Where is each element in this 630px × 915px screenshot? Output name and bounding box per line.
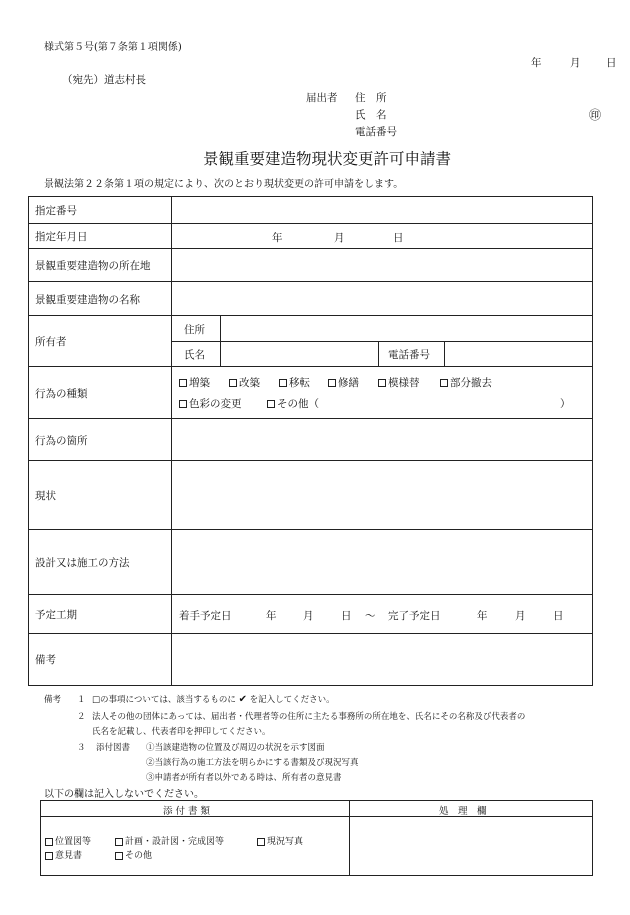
form-number: 様式第５号(第７条第１項関係) — [44, 42, 182, 53]
field-designation-date[interactable] — [172, 224, 592, 249]
start-month-label: 月 — [303, 610, 314, 622]
attach-plans[interactable] — [115, 834, 224, 847]
other-detail-field[interactable] — [332, 394, 557, 410]
checkbox-shikisai[interactable] — [179, 400, 187, 408]
start-date-label: 着手予定日 — [179, 610, 232, 622]
check-mark-icon: ✔ — [238, 694, 247, 705]
checkbox-opinion[interactable] — [45, 852, 53, 860]
field-building-name[interactable] — [172, 282, 592, 316]
option-zouchiku[interactable] — [179, 375, 210, 390]
row-location — [29, 248, 592, 282]
row-action-type — [29, 366, 592, 419]
owner-block — [172, 316, 592, 367]
date-year-label: 年 — [531, 57, 542, 69]
checkbox-sonota[interactable] — [267, 400, 275, 408]
label-design-method: 設計又は施工の方法 — [29, 530, 172, 595]
date-range-tilde: ～ — [365, 610, 376, 622]
attach-plans-label: 計画・設計図・完成図等 — [125, 837, 225, 847]
note-2-line-2: 氏名を記載し、代表者印を押印してください。 — [92, 727, 271, 737]
owner-phone-label: 電話番号 — [388, 349, 430, 361]
attach-other[interactable] — [115, 848, 152, 861]
option-iten-label: 移転 — [289, 377, 310, 389]
label-action-place: 行為の箇所 — [29, 419, 172, 461]
checkbox-shuzen[interactable] — [328, 379, 336, 387]
note-3-item-2: ②当該行為の施工方法を明らかにする書類及び現況写真 — [146, 758, 359, 768]
checkbox-bubuntekkyo[interactable] — [440, 379, 448, 387]
processing-field — [350, 817, 592, 875]
owner-phone-field[interactable] — [445, 342, 592, 367]
office-use-notice: 以下の欄は記入しないでください。 — [44, 789, 204, 800]
label-action-type: 行為の種類 — [29, 367, 172, 419]
label-building-name: 景観重要建造物の名称 — [29, 282, 172, 316]
note-1 — [92, 693, 335, 705]
note-3-number: ３ — [77, 743, 86, 753]
applicant-address-label: 住 所 — [355, 92, 387, 104]
applicant-label: 届出者 — [306, 92, 338, 104]
owner-name-label: 氏名 — [184, 349, 205, 361]
option-sonota-label: その他（ — [277, 398, 319, 410]
seal-mark: ㊞ — [589, 108, 602, 122]
label-current-state: 現状 — [29, 461, 172, 530]
checkbox-location-map[interactable] — [45, 838, 53, 846]
option-moyougae-label: 模様替 — [388, 377, 420, 389]
option-bubuntekkyo[interactable] — [440, 375, 492, 390]
designation-month-label: 月 — [334, 232, 345, 244]
note-3-item-1: ①当該建造物の位置及び周辺の状況を示す図面 — [146, 743, 325, 753]
option-zouchiku-label: 増築 — [189, 377, 210, 389]
attach-location-map-label: 位置図等 — [55, 837, 92, 847]
date-day-label: 日 — [606, 57, 617, 69]
checkbox-iten[interactable] — [279, 379, 287, 387]
owner-address-field[interactable] — [221, 316, 592, 341]
note-3-heading: 添付図書 — [96, 743, 131, 753]
attach-opinion[interactable] — [45, 848, 82, 861]
application-table — [28, 196, 593, 686]
end-day-label: 日 — [553, 610, 564, 622]
intro-text: 景観法第２２条第１項の規定により、次のとおり現状変更の許可申請をします。 — [44, 179, 404, 190]
label-remarks: 備考 — [29, 634, 172, 685]
start-day-label: 日 — [341, 610, 352, 622]
checkbox-zouchiku[interactable] — [179, 379, 187, 387]
attach-other-label: その他 — [125, 851, 153, 861]
end-date-label: 完了予定日 — [388, 610, 441, 622]
owner-address-label: 住所 — [184, 324, 205, 336]
action-type-options — [172, 367, 592, 419]
document-title: 景観重要建造物現状変更許可申請書 — [203, 150, 452, 168]
row-current-state — [29, 460, 592, 530]
label-designation-number: 指定番号 — [29, 197, 172, 223]
other-close-paren: ） — [560, 398, 571, 410]
option-sonota[interactable] — [267, 396, 319, 411]
row-action-place — [29, 418, 592, 461]
field-designation-number[interactable] — [172, 197, 592, 223]
attach-opinion-label: 意見書 — [55, 851, 83, 861]
row-owner — [29, 315, 592, 367]
row-building-name — [29, 281, 592, 316]
note-2-number: ２ — [77, 712, 86, 722]
row-remarks — [29, 633, 592, 685]
option-kaichiku[interactable] — [229, 375, 260, 390]
notes-heading: 備考 — [44, 695, 62, 705]
field-action-place[interactable] — [172, 419, 592, 461]
applicant-name-label: 氏 名 — [355, 109, 387, 121]
note-1-pre: □の事項については、該当するものに — [92, 695, 236, 705]
label-location: 景観重要建造物の所在地 — [29, 249, 172, 282]
field-current-state[interactable] — [172, 461, 592, 530]
applicant-phone-label: 電話番号 — [355, 126, 397, 138]
designation-year-label: 年 — [272, 232, 283, 244]
end-year-label: 年 — [477, 610, 488, 622]
designation-day-label: 日 — [393, 232, 404, 244]
option-shuzen[interactable] — [328, 375, 359, 390]
owner-name-field[interactable] — [221, 342, 378, 367]
note-1-post: を記入してください。 — [249, 695, 335, 705]
note-2-line-1: 法人その他の団体にあっては、届出者・代理者等の住所に主たる事務所の所在地を、氏名にその名称及び代表者の — [92, 712, 526, 722]
label-schedule: 予定工期 — [29, 595, 172, 634]
date-month-label: 月 — [570, 57, 581, 69]
attach-photos[interactable] — [257, 834, 303, 847]
option-shikisai-label: 色彩の変更 — [189, 398, 242, 410]
field-schedule[interactable] — [172, 595, 592, 634]
attach-location-map[interactable] — [45, 834, 91, 847]
field-location[interactable] — [172, 249, 592, 282]
addressee: （宛先）道志村長 — [62, 74, 146, 86]
row-design-method — [29, 529, 592, 595]
attach-photos-label: 現況写真 — [267, 837, 304, 847]
note-3-item-3: ③申請者が所有者以外である時は、所有者の意見書 — [146, 773, 342, 783]
checkbox-other[interactable] — [115, 852, 123, 860]
office-use-table — [40, 800, 593, 876]
row-designation-date — [29, 223, 592, 249]
note-1-number: １ — [77, 695, 86, 705]
option-iten[interactable] — [279, 375, 310, 390]
checkbox-kaichiku[interactable] — [229, 379, 237, 387]
checkbox-plans[interactable] — [115, 838, 123, 846]
start-year-label: 年 — [266, 610, 277, 622]
row-schedule — [29, 594, 592, 634]
attachments-header: 添 付 書 類 — [163, 806, 211, 817]
checkbox-moyougae[interactable] — [378, 379, 386, 387]
end-month-label: 月 — [515, 610, 526, 622]
option-bubuntekkyo-label: 部分撤去 — [450, 377, 492, 389]
field-design-method[interactable] — [172, 530, 592, 595]
row-designation-number — [29, 197, 592, 223]
option-shikisai[interactable] — [179, 396, 242, 411]
option-shuzen-label: 修繕 — [338, 377, 359, 389]
field-remarks[interactable] — [172, 634, 592, 685]
option-moyougae[interactable] — [378, 375, 420, 390]
label-owner: 所有者 — [29, 316, 172, 367]
label-designation-date: 指定年月日 — [29, 224, 172, 249]
checkbox-photos[interactable] — [257, 838, 265, 846]
processing-header: 処 理 欄 — [439, 806, 487, 817]
option-kaichiku-label: 改築 — [239, 377, 260, 389]
